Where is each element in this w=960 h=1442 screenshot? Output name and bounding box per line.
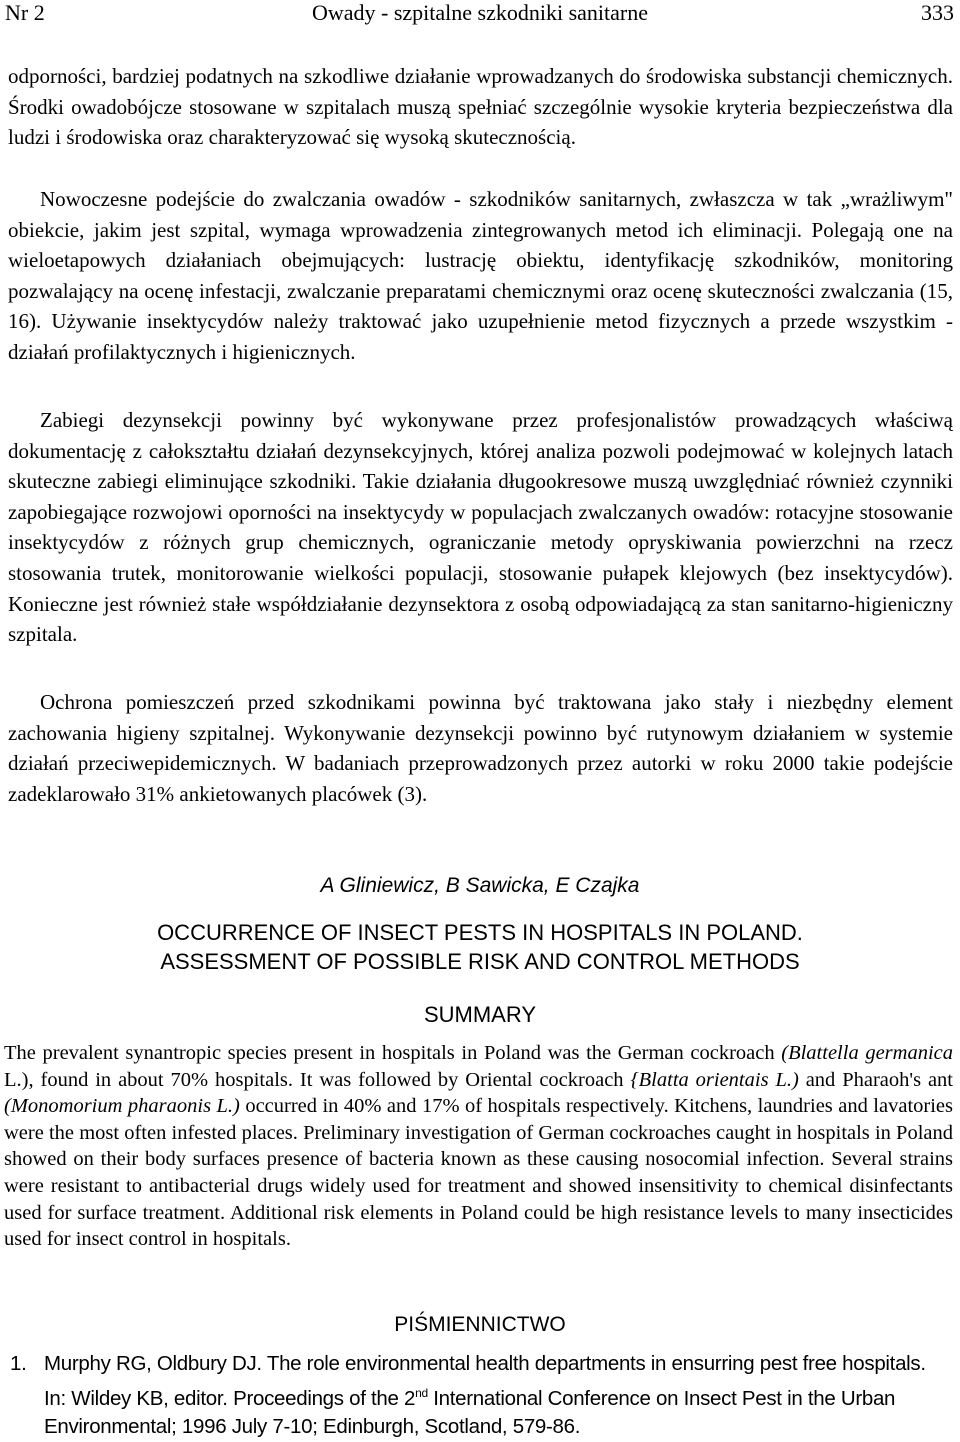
summary-heading: SUMMARY (423, 1002, 537, 1027)
running-header (0, 0, 960, 30)
summary-species-3: (Monomorium pharaonis L.) (4, 1095, 240, 1118)
english-title (0, 918, 960, 976)
english-title-line-2: ASSESSMENT OF POSSIBLE RISK AND CONTROL METHODS (160, 949, 800, 974)
summary-text-part-3: and Pharaoh's ant (798, 1068, 953, 1091)
reference-text-part-1: Murphy RG, Oldbury DJ. The role environmental health departments in ensurring pest free hospitals. In: Wildey KB, editor. Proceedings of the 2 (44, 1352, 926, 1410)
summary-text (4, 1040, 953, 1253)
body-paragraph-4: Ochrona pomieszczeń przed szkodnikami powinna być traktowana jako stały i niezbędny element zachowania higieny szpitalnej. Wykonywanie dezynsekcji powinno być rutynowym działaniem w systemie działań przeciwepidemicznych. W badaniach przeprowadzonych przez autorki w roku 2000 takie podejście zadeklarowało 31% ankietowanych placówek (3). (8, 690, 953, 806)
summary-text-part-4: occurred in 40% and 17% of hospitals respectively. Kitchens, laundries and lavatories were the most often infested places. Preliminary investigation of German cockroaches caught in hospitals in Poland showed on their body surfaces presence of bacteria known as these causing nosocomial infection. Several strains were resistant to antibacterial drugs widely used for treatment and showed insensitivity to chemical disinfectants used for surface treatment. Additional risk elements in Poland could be high resistance levels to many insecticides used for insect control in hospitals. (4, 1095, 953, 1251)
body-paragraph-3: Zabiegi dezynsekcji powinny być wykonywane przez profesjonalistów prowadzących właściwą dokumentację z całokształtu działań dezynsekcyjnych, której analiza pozwoli podejmować w kolejnych latach skuteczne zabiegi eliminujące szkodniki. Takie działania długookresowe muszą uwzględniać również czynniki zapobiegające rozwojowi oporności na insektycydy w populacjach zwalczanych owadów: rotacyjne stosowanie insektycydów z różnych grup chemicznych, ograniczanie metody opryskiwania powierzchni na rzecz stosowania trutek, monitorowanie wielkości populacji, stosowanie pułapek klejowych (bez insektycydów). Konieczne jest również stałe współdziałanie dezynsektora z osobą odpowiadającą za stan sanitarno-higieniczny szpitala. (8, 408, 953, 647)
summary-species-2: {Blatta orientais L.) (630, 1068, 799, 1091)
reference-superscript: nd (415, 1385, 428, 1400)
page-number: 333 (921, 0, 954, 25)
authors-line: A Gliniewicz, B Sawicka, E Czajka (320, 874, 640, 897)
running-title: Owady - szpitalne szkodniki sanitarne (311, 0, 648, 25)
body-paragraph-1: odporności, bardziej podatnych na szkodliwe działanie wprowadzanych do środowiska substancji chemicznych. Środki owadobójcze stosowane w szpitalach muszą spełniać szczególnie wysokie kryteria bezpieczeństwa dla ludzi i środowiska oraz charakteryzować się wysoką skutecznością. (8, 64, 953, 150)
body-paragraph-2: Nowoczesne podejście do zwalczania owadów - szkodników sanitarnych, zwłaszcza w tak „wrażliwym" obiekcie, jakim jest szpital, wymaga wprowadzenia zintegrowanych metod ich eliminacji. Polegają one na wieloetapowych działaniach obejmujących: lustrację obiektu, identyfikację szkodników, monitoring pozwalający na ocenę infestacji, zwalczanie preparatami chemicznymi oraz ocenę skuteczności zwalczania (15, 16). Używanie insektycydów należy traktować jako uzupełnienie metod fizycznych a przede wszystkim - działań profilaktycznych i higienicznych. (8, 187, 953, 364)
reference-item (10, 1350, 952, 1442)
reference-text-part-2: International Conference on Insect Pest in the Urban Environmental; 1996 July 7-10; Edinburgh, Scotland, 579-86. (44, 1386, 896, 1439)
issue-number: Nr 2 (5, 0, 45, 25)
summary-text-part-1: The prevalent synantropic species present in hospitals in Poland was the German cockroach (4, 1042, 782, 1064)
summary-species-1: (Blattella germanica (781, 1042, 953, 1064)
bibliography-heading: PIŚMIENNICTWO (394, 1313, 566, 1336)
summary-text-part-2: L.), found in about 70% hospitals. It was followed by Oriental cockroach (4, 1068, 631, 1091)
reference-number: 1. (10, 1352, 27, 1375)
english-title-line-1: OCCURRENCE OF INSECT PESTS IN HOSPITALS IN POLAND. (157, 920, 803, 945)
